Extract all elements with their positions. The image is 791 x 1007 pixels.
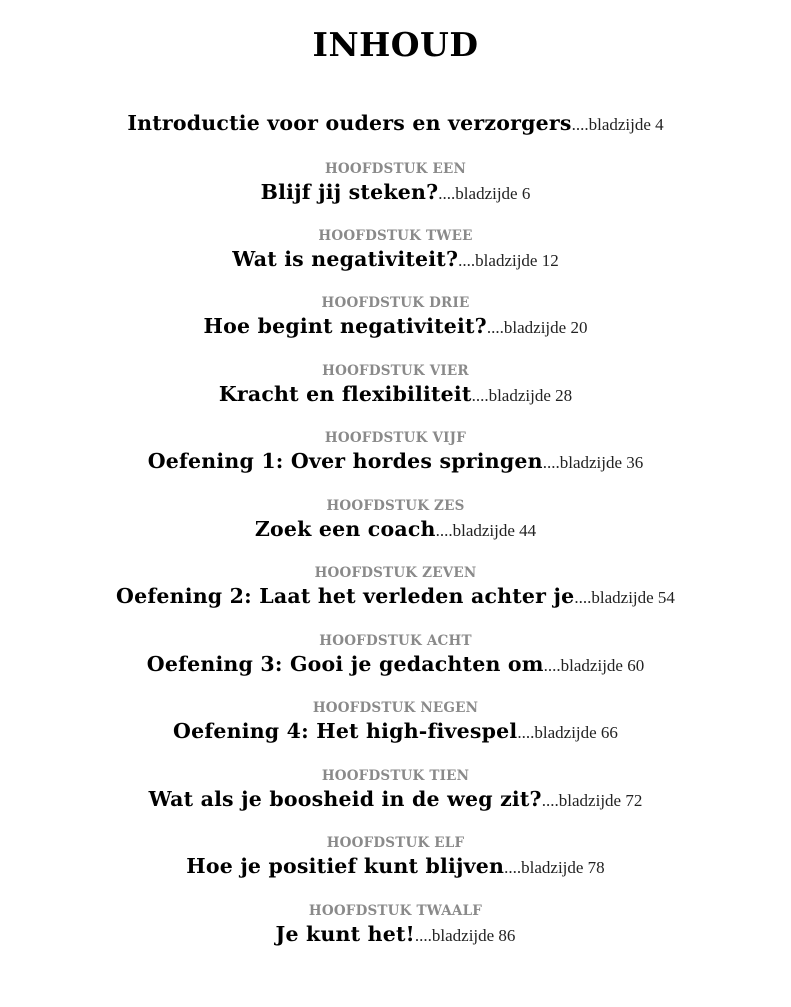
entry-title: Introductie voor ouders en verzorgers: [127, 111, 572, 135]
entry-page-ref: ....bladzijde 86: [414, 926, 516, 945]
toc-entry-chapter-9: [0, 698, 791, 746]
entry-title: Oefening 1: Over hordes springen: [147, 449, 543, 473]
entry-title: Je kunt het!: [275, 922, 415, 946]
chapter-label: HOOFDSTUK ZES: [326, 498, 465, 514]
entry-page-ref: ....bladzijde 12: [458, 251, 559, 270]
entry-title: Oefening 2: Laat het verleden achter je: [116, 584, 575, 608]
entry-title: Oefening 4: Het high-fivespel: [173, 719, 518, 743]
chapter-label: HOOFDSTUK ZEVEN: [314, 565, 477, 581]
entry-page-ref: ....bladzijde 44: [435, 521, 537, 540]
entry-page-ref: ....bladzijde 6: [438, 184, 531, 203]
toc-entry-intro: [0, 108, 791, 140]
toc-entry-chapter-11: [0, 833, 791, 881]
entry-title: Wat als je boosheid in de weg zit?: [148, 787, 542, 811]
chapter-label: HOOFDSTUK EEN: [324, 161, 467, 177]
toc-entry-chapter-12: [0, 901, 791, 949]
entry-title: Kracht en flexibiliteit: [218, 382, 472, 406]
chapter-label: HOOFDSTUK ACHT: [319, 633, 472, 649]
toc-entry-chapter-7: [0, 563, 791, 611]
entry-title: Oefening 3: Gooi je gedachten om: [146, 652, 544, 676]
entry-page-ref: ....bladzijde 60: [543, 656, 645, 675]
chapter-label: HOOFDSTUK TWAALF: [308, 903, 483, 919]
toc-entry-chapter-10: [0, 766, 791, 814]
entry-page-ref: ....bladzijde 20: [486, 318, 588, 337]
chapter-label: HOOFDSTUK TIEN: [321, 768, 470, 784]
chapter-label: HOOFDSTUK DRIE: [321, 295, 470, 311]
toc-entry-chapter-3: [0, 293, 791, 341]
entry-page-ref: ....bladzijde 36: [542, 453, 644, 472]
entry-page-ref: ....bladzijde 4: [571, 115, 664, 134]
entry-title: Hoe je positief kunt blijven: [186, 854, 505, 878]
chapter-label: HOOFDSTUK TWEE: [318, 228, 473, 244]
toc-entry-chapter-6: [0, 496, 791, 544]
entry-page-ref: ....bladzijde 72: [541, 791, 643, 810]
page-title: INHOUD: [312, 25, 479, 64]
toc-entry-chapter-4: [0, 361, 791, 409]
entry-title: Hoe begint negativiteit?: [203, 314, 487, 338]
chapter-label: HOOFDSTUK ELF: [326, 835, 465, 851]
chapter-label: HOOFDSTUK NEGEN: [312, 700, 479, 716]
entry-title: Blijf jij steken?: [260, 180, 439, 204]
chapter-label: HOOFDSTUK VIJF: [324, 430, 467, 446]
entry-page-ref: ....bladzijde 54: [574, 588, 675, 607]
chapter-label: HOOFDSTUK VIER: [322, 363, 469, 379]
toc-entry-chapter-5: [0, 428, 791, 476]
toc-entry-chapter-2: [0, 226, 791, 274]
entry-title: Wat is negativiteit?: [232, 247, 459, 271]
toc-entry-chapter-8: [0, 631, 791, 679]
entry-title: Zoek een coach: [254, 517, 436, 541]
entry-page-ref: ....bladzijde 66: [517, 723, 618, 742]
entry-page-ref: ....bladzijde 78: [504, 858, 605, 877]
toc-entry-chapter-1: [0, 159, 791, 207]
entry-page-ref: ....bladzijde 28: [471, 386, 573, 405]
